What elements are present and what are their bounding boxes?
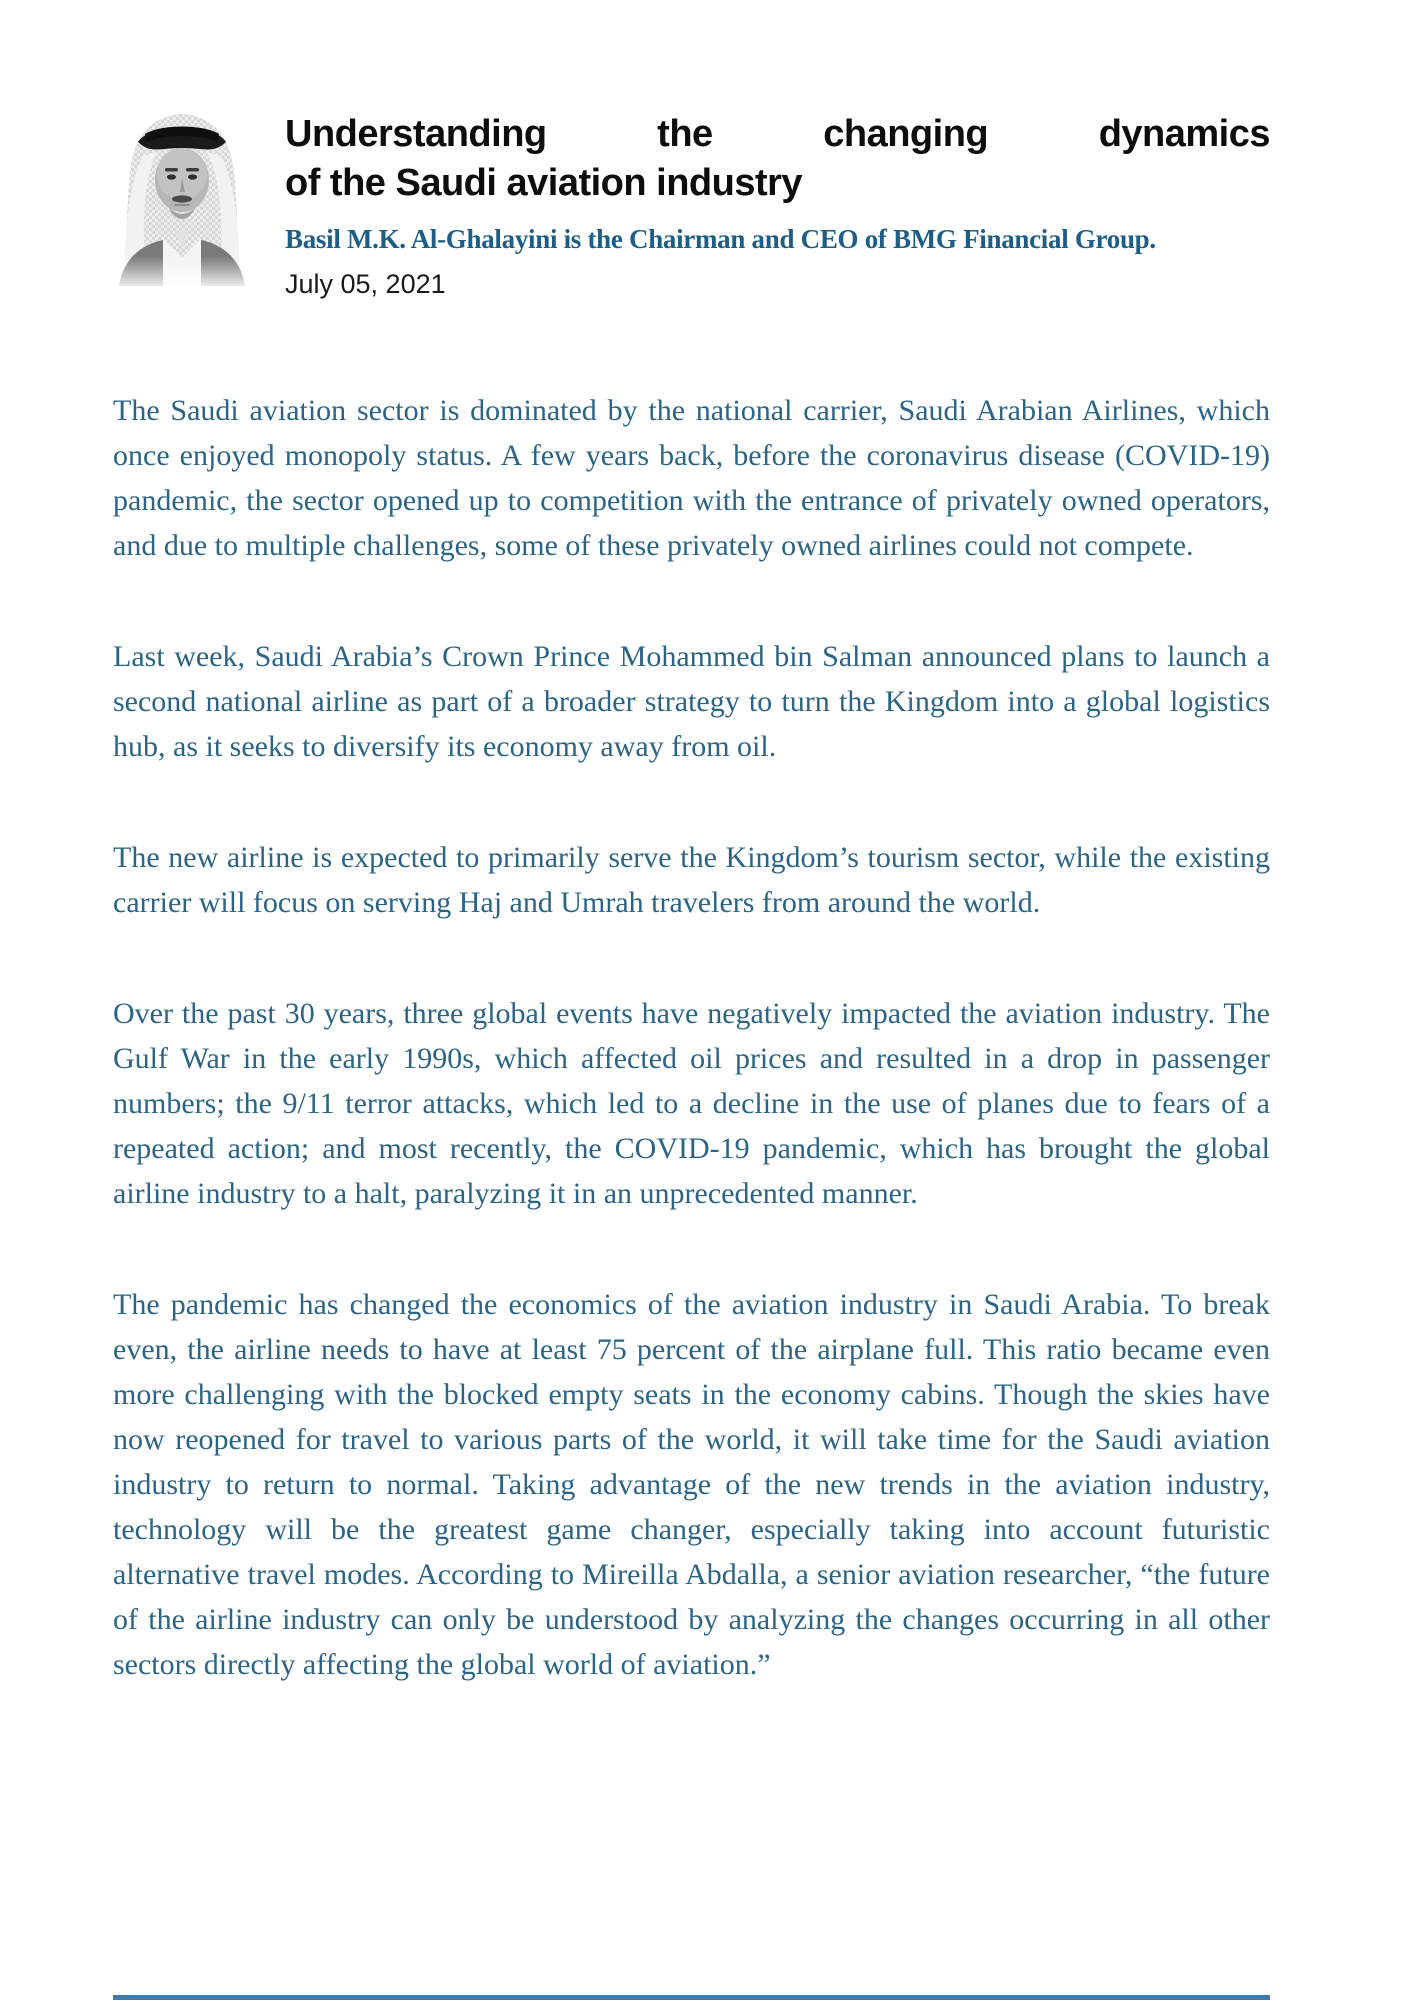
article-header xyxy=(113,108,1270,300)
paragraph-4: Over the past 30 years, three global events have negatively impacted the aviation industry. The Gulf War in the early 1990s, which affected oil prices and resulted in a drop in passenger numbers; the 9/11 terror attacks, which led to a decline in the use of planes due to fears of a repeated action; and most recently, the COVID-19 pandemic, which has brought the global airline industry to a halt, paralyzing it in an unprecedented manner. xyxy=(113,997,1270,1211)
paragraph-2: Last week, Saudi Arabia’s Crown Prince Mohammed bin Salman announced plans to launch a second national airline as part of a broader strategy to turn the Kingdom into a global logistics hub, as it seeks to diversify its economy away from oil. xyxy=(113,640,1270,764)
bottom-divider xyxy=(113,1995,1270,2000)
author-photo xyxy=(113,108,251,288)
article-title-line-1: Understanding the changing dynamics xyxy=(285,113,1270,155)
article-body xyxy=(113,388,1270,1687)
article-title-line-2: of the Saudi aviation industry xyxy=(285,161,803,204)
paragraph-3: The new airline is expected to primarily serve the Kingdom’s tourism sector, while the existing carrier will focus on serving Haj and Umrah travelers from around the world. xyxy=(113,841,1270,920)
paragraph-1: The Saudi aviation sector is dominated by the national carrier, Saudi Arabian Airlines, which once enjoyed monopoly status. A few years back, before the coronavirus disease (COVID-19) pandemic, the sector opened up to competition with the entrance of privately owned operators, and due to multiple challenges, some of these privately owned airlines could not compete. xyxy=(113,394,1270,563)
paragraph-5: The pandemic has changed the economics of the aviation industry in Saudi Arabia. To break even, the airline needs to have at least 75 percent of the airplane full. This ratio became even more challenging with the blocked empty seats in the economy cabins. Though the skies have now reopened for travel to various parts of the world, it will take time for the Saudi aviation industry to return to normal. Taking advantage of the new trends in the aviation industry, technology will be the greatest game changer, especially taking into account futuristic alternative travel modes. According to Mireilla Abdalla, a senior aviation researcher, “the future of the airline industry can only be understood by analyzing the changes occurring in all other sectors directly affecting the global world of aviation.” xyxy=(113,1288,1270,1682)
article-date: July 05, 2021 xyxy=(285,268,446,299)
article-header-text xyxy=(285,108,1270,300)
author-portrait-image xyxy=(113,108,251,288)
article-title xyxy=(285,110,1270,207)
author-byline: Basil M.K. Al-Ghalayini is the Chairman and CEO of BMG Financial Group. xyxy=(285,224,1156,255)
